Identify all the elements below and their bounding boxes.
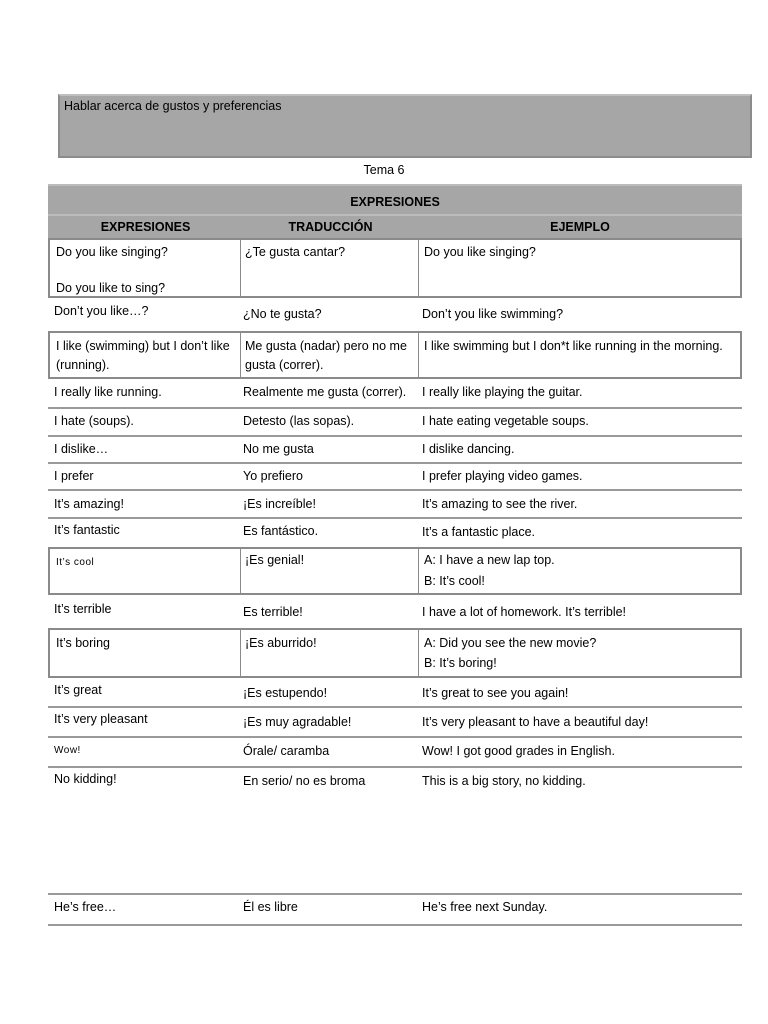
- translation-cell: ¡Es increíble!: [243, 497, 316, 511]
- example-cell: A: I have a new lap top.: [424, 553, 555, 567]
- table-row: [48, 708, 742, 738]
- topic-header: [58, 94, 752, 158]
- example-cell: He’s free next Sunday.: [422, 900, 548, 914]
- table-row: [48, 491, 742, 519]
- translation-cell: En serio/ no es broma: [243, 774, 366, 788]
- table-row: [48, 331, 742, 379]
- example-cell: A: Did you see the new movie?: [424, 636, 597, 650]
- expression-cell: Do you like singing?: [56, 245, 168, 259]
- translation-cell: ¡Es muy agradable!: [243, 715, 352, 729]
- expression-cell: It’s great: [54, 683, 102, 697]
- column-header-ejemplo: EJEMPLO: [550, 220, 610, 234]
- expression-cell: Wow!: [54, 745, 81, 756]
- table-row: [48, 768, 742, 895]
- expression-cell: No kidding!: [54, 772, 117, 786]
- example-cell: Don’t you like swimming?: [422, 307, 564, 321]
- expression-cell: I hate (soups).: [54, 414, 134, 428]
- table-header-row: [48, 214, 742, 238]
- expression-cell: It’s amazing!: [54, 497, 124, 511]
- translation-cell: ¡Es genial!: [245, 553, 305, 567]
- translation-cell: Detesto (las sopas).: [243, 414, 355, 428]
- translation-cell: ¿No te gusta?: [243, 307, 322, 321]
- expression-cell: It’s very pleasant: [54, 712, 148, 726]
- expression-cell: It’s terrible: [54, 602, 112, 616]
- table-row: [48, 738, 742, 768]
- table-row: [48, 300, 742, 330]
- translation-cell: Es fantástico.: [243, 524, 319, 538]
- table-row: [48, 597, 742, 627]
- example-cell: Do you like singing?: [424, 245, 536, 259]
- example-cell: It’s a fantastic place.: [422, 525, 536, 539]
- lesson-number: Tema 6: [363, 163, 405, 177]
- translation-cell: ¿Te gusta cantar?: [245, 245, 346, 259]
- table-row: [48, 547, 742, 595]
- example-cell: B: It’s cool!: [424, 574, 485, 588]
- translation-cell: ¡Es aburrido!: [245, 636, 317, 650]
- column-header-expresiones: EXPRESIONES: [100, 220, 191, 234]
- table-row: [48, 380, 742, 409]
- column-header-traduccion: TRADUCCIÓN: [288, 220, 373, 234]
- expression-cell: It’s fantastic: [54, 523, 120, 537]
- translation-cell: Órale/ caramba: [243, 744, 330, 758]
- example-cell: B: It’s boring!: [424, 656, 497, 670]
- example-cell: It’s great to see you again!: [422, 686, 569, 700]
- table-row: [48, 464, 742, 491]
- translation-cell: Realmente me gusta (correr).: [243, 385, 407, 399]
- expression-cell: I like (swimming) but I don’t like (running).: [56, 339, 230, 372]
- example-cell: It’s amazing to see the river.: [422, 497, 578, 511]
- table-row: [48, 519, 742, 546]
- translation-cell: ¡Es estupendo!: [243, 686, 328, 700]
- expression-cell: He’s free…: [54, 900, 117, 914]
- example-cell: I like swimming but I don*t like running in the morning.: [424, 339, 723, 353]
- expression-cell: It’s boring: [56, 636, 110, 650]
- example-cell: I prefer playing video games.: [422, 469, 583, 483]
- example-cell: Wow! I got good grades in English.: [422, 744, 615, 758]
- translation-cell: Yo prefiero: [243, 469, 303, 483]
- translation-cell: Es terrible!: [243, 605, 303, 619]
- example-cell: I have a lot of homework. It’s terrible!: [422, 605, 627, 619]
- example-cell: I hate eating vegetable soups.: [422, 414, 589, 428]
- translation-cell: Me gusta (nadar) pero no me gusta (correr).: [245, 339, 407, 372]
- translation-cell: No me gusta: [243, 442, 314, 456]
- table-row: [48, 437, 742, 464]
- expression-cell: I dislike…: [54, 442, 109, 456]
- example-cell: I really like playing the guitar.: [422, 385, 583, 399]
- expression-cell: Do you like to sing?: [56, 281, 166, 295]
- example-cell: It’s very pleasant to have a beautiful day!: [422, 715, 649, 729]
- table-row: [48, 895, 742, 926]
- expression-cell: Don’t you like…?: [54, 304, 149, 318]
- example-cell: I dislike dancing.: [422, 442, 515, 456]
- topic-header-text: Hablar acerca de gustos y preferencias: [64, 99, 282, 113]
- expression-cell: It’s cool: [56, 557, 95, 568]
- translation-cell: Él es libre: [243, 900, 298, 914]
- table-row: [48, 409, 742, 437]
- table-title: EXPRESIONES: [48, 184, 742, 214]
- table-row: [48, 679, 742, 708]
- expression-cell: I prefer: [54, 469, 94, 483]
- table-row: [48, 628, 742, 678]
- example-cell: This is a big story, no kidding.: [422, 774, 586, 788]
- table-row: [48, 238, 742, 298]
- expression-cell: I really like running.: [54, 385, 162, 399]
